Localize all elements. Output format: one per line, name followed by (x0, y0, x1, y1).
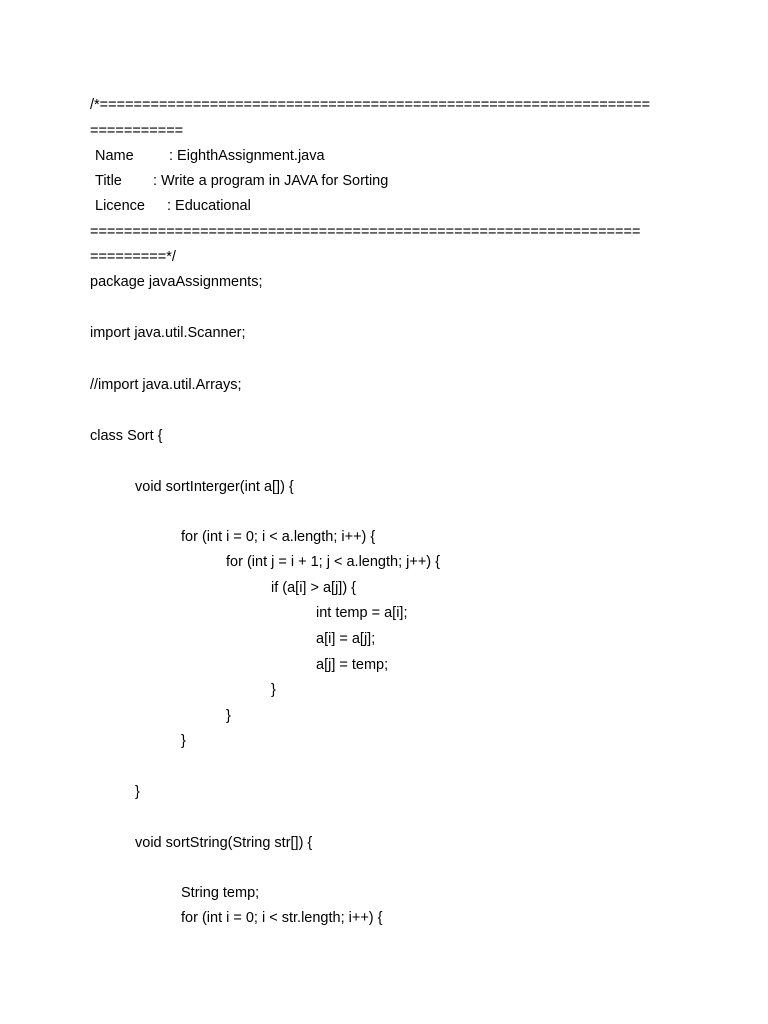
swap-line: a[j] = temp; (316, 657, 389, 673)
class-declaration: class Sort { (90, 428, 163, 444)
comment-close-line: ================================================================= (90, 224, 641, 240)
package-declaration: package javaAssignments; (90, 274, 263, 290)
close-brace: } (271, 682, 276, 698)
field-key: Name (95, 148, 134, 164)
field-value: : Write a program in JAVA for Sorting (153, 173, 389, 189)
field-value: : EighthAssignment.java (169, 148, 325, 164)
import-statement: import java.util.Scanner; (90, 325, 246, 341)
swap-line: int temp = a[i]; (316, 605, 408, 621)
comment-open-line: /*================================================================= (90, 97, 651, 113)
method-signature: void sortInterger(int a[]) { (135, 479, 294, 495)
field-value: : Educational (167, 198, 251, 214)
inner-for-loop: for (int j = i + 1; j < a.length; j++) { (226, 554, 440, 570)
comment-close-line-cont: =========*/ (90, 249, 176, 265)
close-brace: } (181, 733, 186, 749)
method-signature: void sortString(String str[]) { (135, 835, 313, 851)
outer-for-loop: for (int i = 0; i < a.length; i++) { (181, 529, 376, 545)
swap-line: a[i] = a[j]; (316, 631, 376, 647)
field-key: Title (95, 173, 122, 189)
comment-open-line-cont: =========== (90, 123, 184, 139)
close-brace: } (135, 784, 140, 800)
outer-for-loop: for (int i = 0; i < str.length; i++) { (181, 910, 383, 926)
field-key: Licence (95, 198, 145, 214)
close-brace: } (226, 708, 231, 724)
if-statement: if (a[i] > a[j]) { (271, 580, 357, 596)
commented-import: //import java.util.Arrays; (90, 377, 242, 393)
variable-declaration: String temp; (181, 885, 260, 901)
